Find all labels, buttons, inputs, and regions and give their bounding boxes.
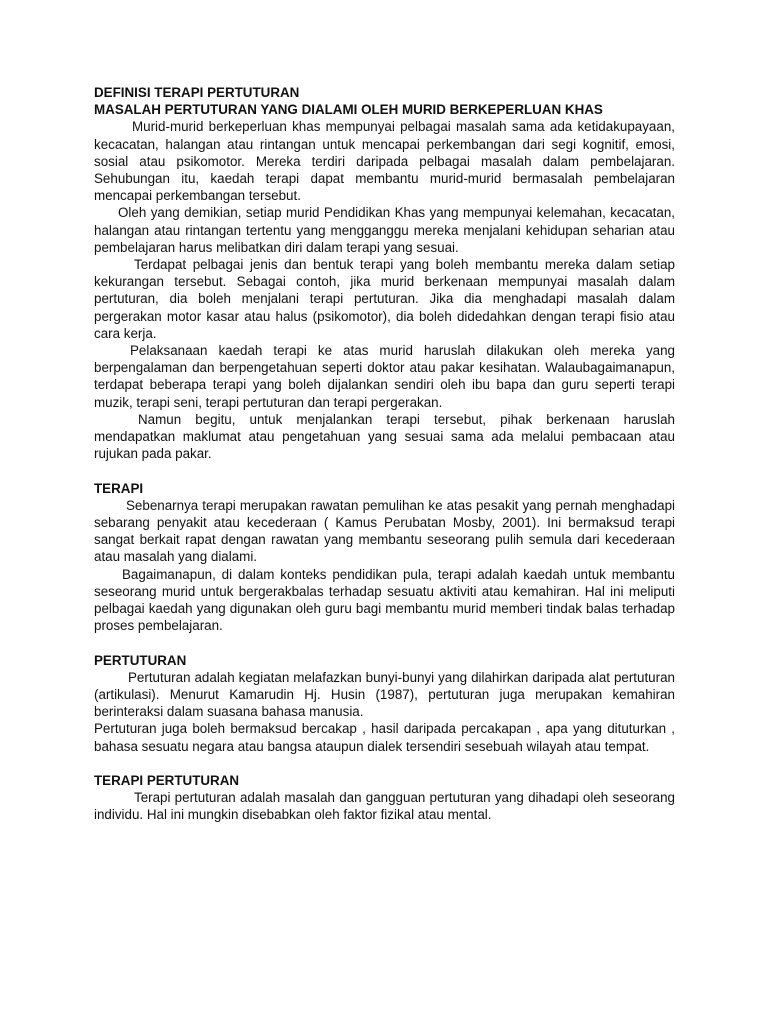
document-page (94, 84, 675, 824)
document-title: DEFINISI TERAPI PERTUTURAN (94, 85, 300, 100)
section-spacer (94, 755, 675, 772)
section-heading-pertuturan: PERTUTURAN (94, 652, 187, 668)
section-heading-terapi-pertuturan: TERAPI PERTUTURAN (94, 773, 240, 789)
section-spacer (94, 634, 675, 651)
intro-paragraph-1: Murid-murid berkeperluan khas mempunyai pelbagai masalah sama ada ketidakupayaan, kecacatan, halangan atau rintangan untuk mencapai perkembangan dari segi kognitif, emosi, sosial atau psikomotor. Mereka terdiri daripada pelbagai masalah dalam pembelajaran. Sehubungan itu, kaedah terapi dapat membantu murid-murid bermasalah pembelajaran mencapai perkembangan tersebut. (94, 119, 675, 204)
terapi-pertuturan-paragraph-1: Terapi pertuturan adalah masalah dan gangguan pertuturan yang dihadapi oleh seseorang individu. Hal ini mungkin disebabkan oleh faktor fizikal atau mental. (94, 790, 675, 823)
intro-paragraph-4: Pelaksanaan kaedah terapi ke atas murid haruslah dilakukan oleh mereka yang berpengalaman dan berpengetahuan seperti doktor atau pakar kesihatan. Walaubagaimanapun, terdapat beberapa terapi yang boleh dijalankan sendiri oleh ibu bapa dan guru seperti terapi muzik, terapi seni, terapi pertuturan dan terapi pergerakan. (94, 343, 675, 410)
section-heading-terapi: TERAPI (94, 480, 144, 496)
intro-paragraph-3: Terdapat pelbagai jenis dan bentuk terapi yang boleh membantu mereka dalam setiap kekurangan tersebut. Sebagai contoh, jika murid berkenaan mempunyai masalah dalam pertuturan, dia boleh menjalani terapi pertuturan. Jika dia menghadapi masalah dalam pergerakan motor kasar atau halus (psikomotor), dia boleh didedahkan dengan terapi fisio atau cara kerja. (94, 257, 675, 341)
section-spacer (94, 462, 675, 479)
pertuturan-paragraph-1: Pertuturan adalah kegiatan melafazkan bunyi-bunyi yang dilahirkan daripada alat pertuturan (artikulasi). Menurut Kamarudin Hj. Husin (1987), pertuturan juga merupakan kemahiran berinteraksi dalam suasana bahasa manusia. (94, 669, 675, 720)
pertuturan-paragraph-2: Pertuturan juga boleh bermaksud bercakap , hasil daripada percakapan , apa yang dituturkan , bahasa sesuatu negara atau bangsa ataupun dialek tersendiri sesebuah wilayah atau tempat. (94, 721, 675, 754)
intro-paragraph-2: Oleh yang demikian, setiap murid Pendidikan Khas yang mempunyai kelemahan, kecacatan, halangan atau rintangan tertentu yang mengganggu mereka menjalani kehidupan seharian atau pembelajaran harus melibatkan diri dalam terapi yang sesuai. (94, 205, 675, 255)
terapi-paragraph-1: Sebenarnya terapi merupakan rawatan pemulihan ke atas pesakit yang pernah menghadapi sebarang penyakit atau kecederaan ( Kamus Perubatan Mosby, 2001). Ini bermaksud terapi sangat berkait rapat dengan rawatan yang membantu seseorang pulih semula dari kecederaan atau masalah yang dialami. (94, 497, 675, 565)
document-subtitle: MASALAH PERTUTURAN YANG DIALAMI OLEH MURID BERKEPERLUAN KHAS (94, 102, 603, 118)
terapi-paragraph-2: Bagaimanapun, di dalam konteks pendidikan pula, terapi adalah kaedah untuk membantu seseorang murid untuk bergerakbalas terhadap sesuatu aktiviti atau kemahiran. Hal ini meliputi pelbagai kaedah yang digunakan oleh guru bagi membantu murid memberi tindak balas terhadap proses pembelajaran. (94, 566, 675, 634)
intro-paragraph-5: Namun begitu, untuk menjalankan terapi tersebut, pihak berkenaan haruslah mendapatkan maklumat atau pengetahuan yang sesuai sama ada melalui pembacaan atau rujukan pada pakar. (94, 411, 675, 462)
